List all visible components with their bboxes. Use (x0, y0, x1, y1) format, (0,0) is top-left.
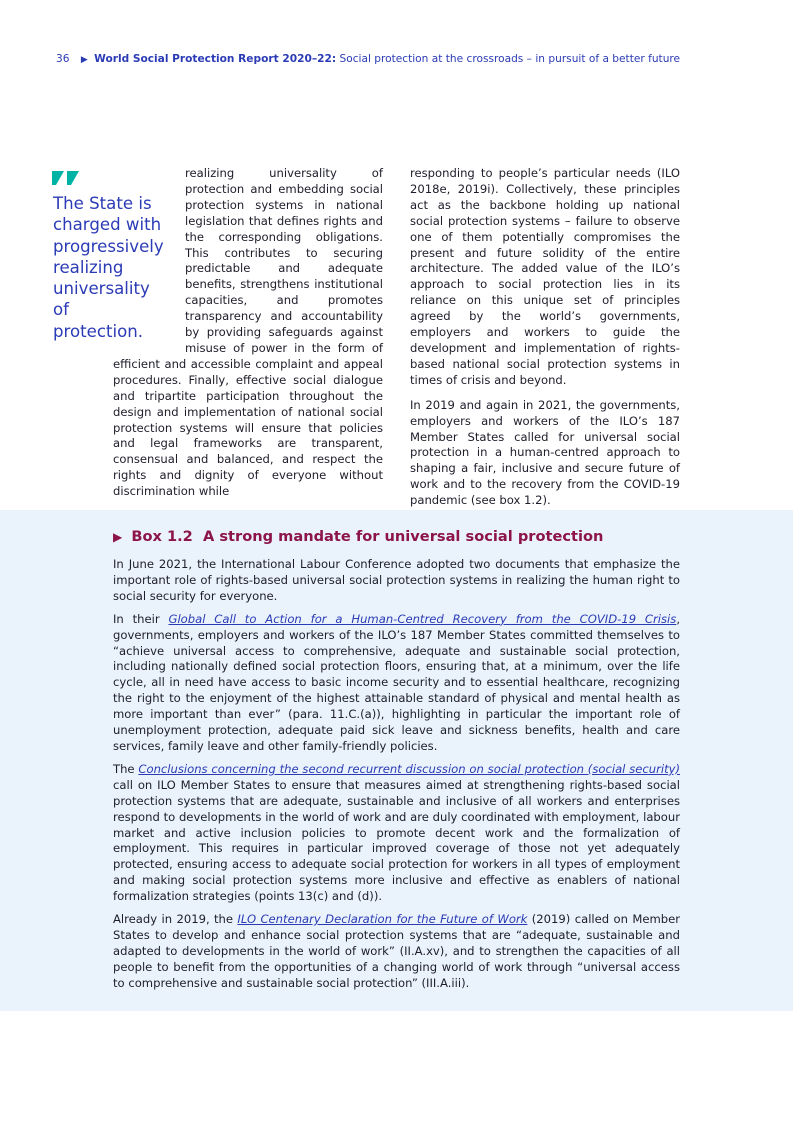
box-p3-rest: call on ILO Member States to ensure that measures aimed at strengthening rights-based social protection systems that are adequate, sustainable and inclusive of all workers and enterprises respond to developments in the world of work and are duly coordinated with employment, labour market and active inclusion policies to promote decent work and the formalization of employment. This requires in particular improved coverage of those not yet adequately protected, ensuring access to adequate social protection for workers in all types of employment and making social protection systems more inclusive and effective as enablers of national formalization strategies (points 13(c) and (d)). (113, 777, 680, 904)
right-column-paragraph-1: responding to people’s particular needs (ILO 2018e, 2019i). Collectively, these principles act as the backbone holding up national social protection systems – failure to observe one of them potentially compromises the present and future solidity of the entire architecture. The added value of the ILO’s approach to social protection lies in its reliance on this unique set of principles agreed by the world’s governments, employers and workers to guide the development and implementation of rights-based national social protection systems in times of crisis and beyond. (410, 166, 680, 387)
report-subtitle: Social protection at the crossroads – in pursuit of a better future (339, 53, 681, 65)
box-body (113, 557, 680, 999)
right-column (410, 166, 680, 518)
pull-quote-spacer (113, 166, 185, 341)
box-paragraph-3 (113, 762, 680, 905)
pull-quote: The State is charged with progressively realizing universality of protection. (53, 194, 164, 341)
box-paragraph-4 (113, 912, 680, 992)
quote-marks-icon (52, 170, 80, 189)
box-arrow-icon: ▶ (113, 530, 123, 544)
box-paragraph-2 (113, 612, 680, 755)
box-p2-rest: , governments, employers and workers of the ILO’s 187 Member States committed themselves to “achieve universal access to comprehensive, adequate and sustainable social protection, including nationally defined social protection floors, ensuring that, at a minimum, over the life cycle, all in need have access to basic income security and to essential healthcare, recognizing the right to the enjoyment of the highest attainable standard of physical and mental health as more important than ever” (para. 11.C.(a)), highlighting in particular the important role of unemployment protection, adequate paid sick leave and sickness benefits, health and care services, family leave and other family-friendly policies. (113, 611, 680, 753)
running-header (56, 53, 756, 65)
box-title-text: Box 1.2 A strong mandate for universal social protection (131, 528, 604, 545)
box-paragraph-1: In June 2021, the International Labour Conference adopted two documents that emphasize the important role of rights-based universal social protection systems in realizing the human right to social security for everyone. (113, 557, 680, 603)
page-number: 36 (56, 53, 70, 65)
header-arrow-icon: ▶ (80, 55, 88, 65)
centenary-declaration-link[interactable]: ILO Centenary Declaration for the Future of Work (237, 912, 528, 927)
box-p2-prefix: In their (113, 611, 169, 626)
global-call-link[interactable]: Global Call to Action for a Human-Centred Recovery from the COVID-19 Crisis (168, 611, 677, 626)
box-p3-prefix: The (113, 761, 139, 776)
conclusions-link[interactable]: Conclusions concerning the second recurrent discussion on social protection (social security) (138, 761, 681, 776)
right-column-paragraph-2: In 2019 and again in 2021, the governments, employers and workers of the ILO’s 187 Member States called for universal social protection in a human-centred approach to shaping a fair, inclusive and secure future of work and to the recovery from the COVID-19 pandemic (see box 1.2). (410, 397, 680, 508)
box-p4-prefix: Already in 2019, the (113, 912, 238, 927)
left-column-paragraph: realizing universality of protection and embedding social protection systems in national legislation that defines rights and the corresponding obligations. This contributes to securing predictable and adequate benefits, strengthens institutional capacities, and promotes transparency and accountability by providing safeguards against misuse of power in the form of efficient and accessible complaint and appeal procedures. Finally, effective social dialogue and tripartite participation throughout the design and implementation of national social protection systems will ensure that policies and legal frameworks are transparent, consensual and balanced, and respect the rights and dignity of everyone without discrimination while (113, 166, 383, 499)
left-column (113, 166, 383, 500)
box-p4-rest: (2019) called on Member States to develop and enhance social protection systems that are “adequate, sustainable and adapted to developments in the world of work” (II.A.xv), and to strengthen the capacities of all people to benefit from the opportunities of a changing world of work through “universal access to comprehensive and sustainable social protection” (III.A.iii). (113, 912, 681, 990)
box-1-2 (0, 510, 793, 1011)
box-title (113, 528, 713, 545)
report-title: World Social Protection Report 2020–22: (94, 53, 337, 65)
